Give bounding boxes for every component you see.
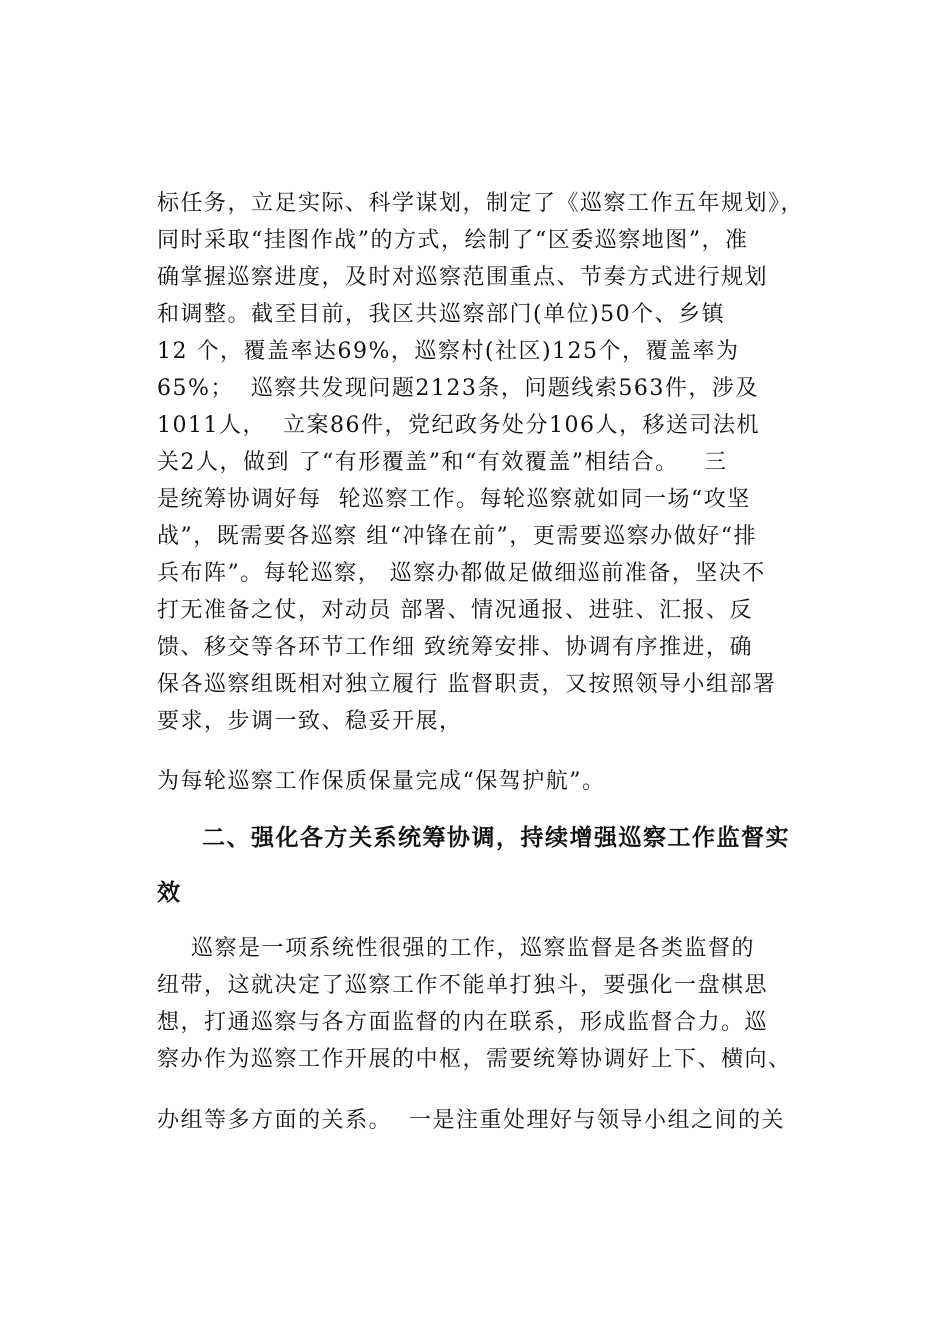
paragraph-line: 确掌握巡察进度，及时对巡察范围重点、节奏方式进行规划 — [157, 265, 769, 290]
paragraph-line: 关2人，做到 了“有形覆盖”和“有效覆盖”相结合。 三 — [157, 450, 728, 475]
paragraph-line: 和调整。截至目前，我区共巡察部门(单位)50个、乡镇 — [157, 302, 726, 327]
paragraph-line: 兵布阵”。每轮巡察， 巡察办都做足做细巡前准备，坚决不 — [157, 561, 766, 586]
paragraph-line: 是统筹协调好每 轮巡察工作。每轮巡察就如同一场“攻坚 — [157, 487, 751, 512]
paragraph-line: 巡察是一项系统性很强的工作，巡察监督是各类监督的 — [157, 936, 755, 961]
paragraph-line: 为每轮巡察工作保质保量完成“保驾护航”。 — [157, 769, 606, 794]
paragraph-line: 保各巡察组既相对独立履行 监督职责，又按照领导小组部署 — [157, 672, 777, 697]
paragraph-line: 纽带，这就决定了巡察工作不能单打独斗，要强化一盘棋思 — [157, 973, 769, 998]
paragraph-line: 65%； 巡察共发现问题2123条，问题线索563件，涉及 — [157, 376, 759, 401]
paragraph-line: 办组等多方面的关系。 一是注重处理好与领导小组之间的关 — [157, 1108, 785, 1133]
paragraph-line: 同时采取“挂图作战”的方式，绘制了“区委巡察地图”，准 — [157, 228, 749, 253]
paragraph-line: 要求，步调一致、稳妥开展， — [157, 709, 463, 734]
paragraph-line: 12 个，覆盖率达69%，巡察村(社区)125个，覆盖率为 — [157, 339, 740, 364]
paragraph-line: 标任务，立足实际、科学谋划，制定了《巡察工作五年规划》， — [157, 191, 805, 216]
section-heading: 二、强化各方关系统筹协调，持续增强巡察工作监督实 — [202, 825, 790, 851]
paragraph-line: 察办作为巡察工作开展的中枢，需要统筹协调好上下、横向、 — [157, 1047, 792, 1072]
paragraph-line: 战”，既需要各巡察 组“冲锋在前”，更需要巡察办做好“排 — [157, 524, 757, 549]
section-heading-continued: 效 — [157, 880, 182, 906]
paragraph-line: 1011人， 立案86件，党纪政务处分106人，移送司法机 — [157, 413, 760, 438]
paragraph-line: 馈、移交等各环节工作细 致统筹安排、协调有序推进，确 — [157, 635, 753, 660]
paragraph-line: 想，打通巡察与各方面监督的内在联系，形成监督合力。巡 — [157, 1010, 769, 1035]
paragraph-line: 打无准备之仗，对动员 部署、情况通报、进驻、汇报、反 — [157, 598, 753, 623]
